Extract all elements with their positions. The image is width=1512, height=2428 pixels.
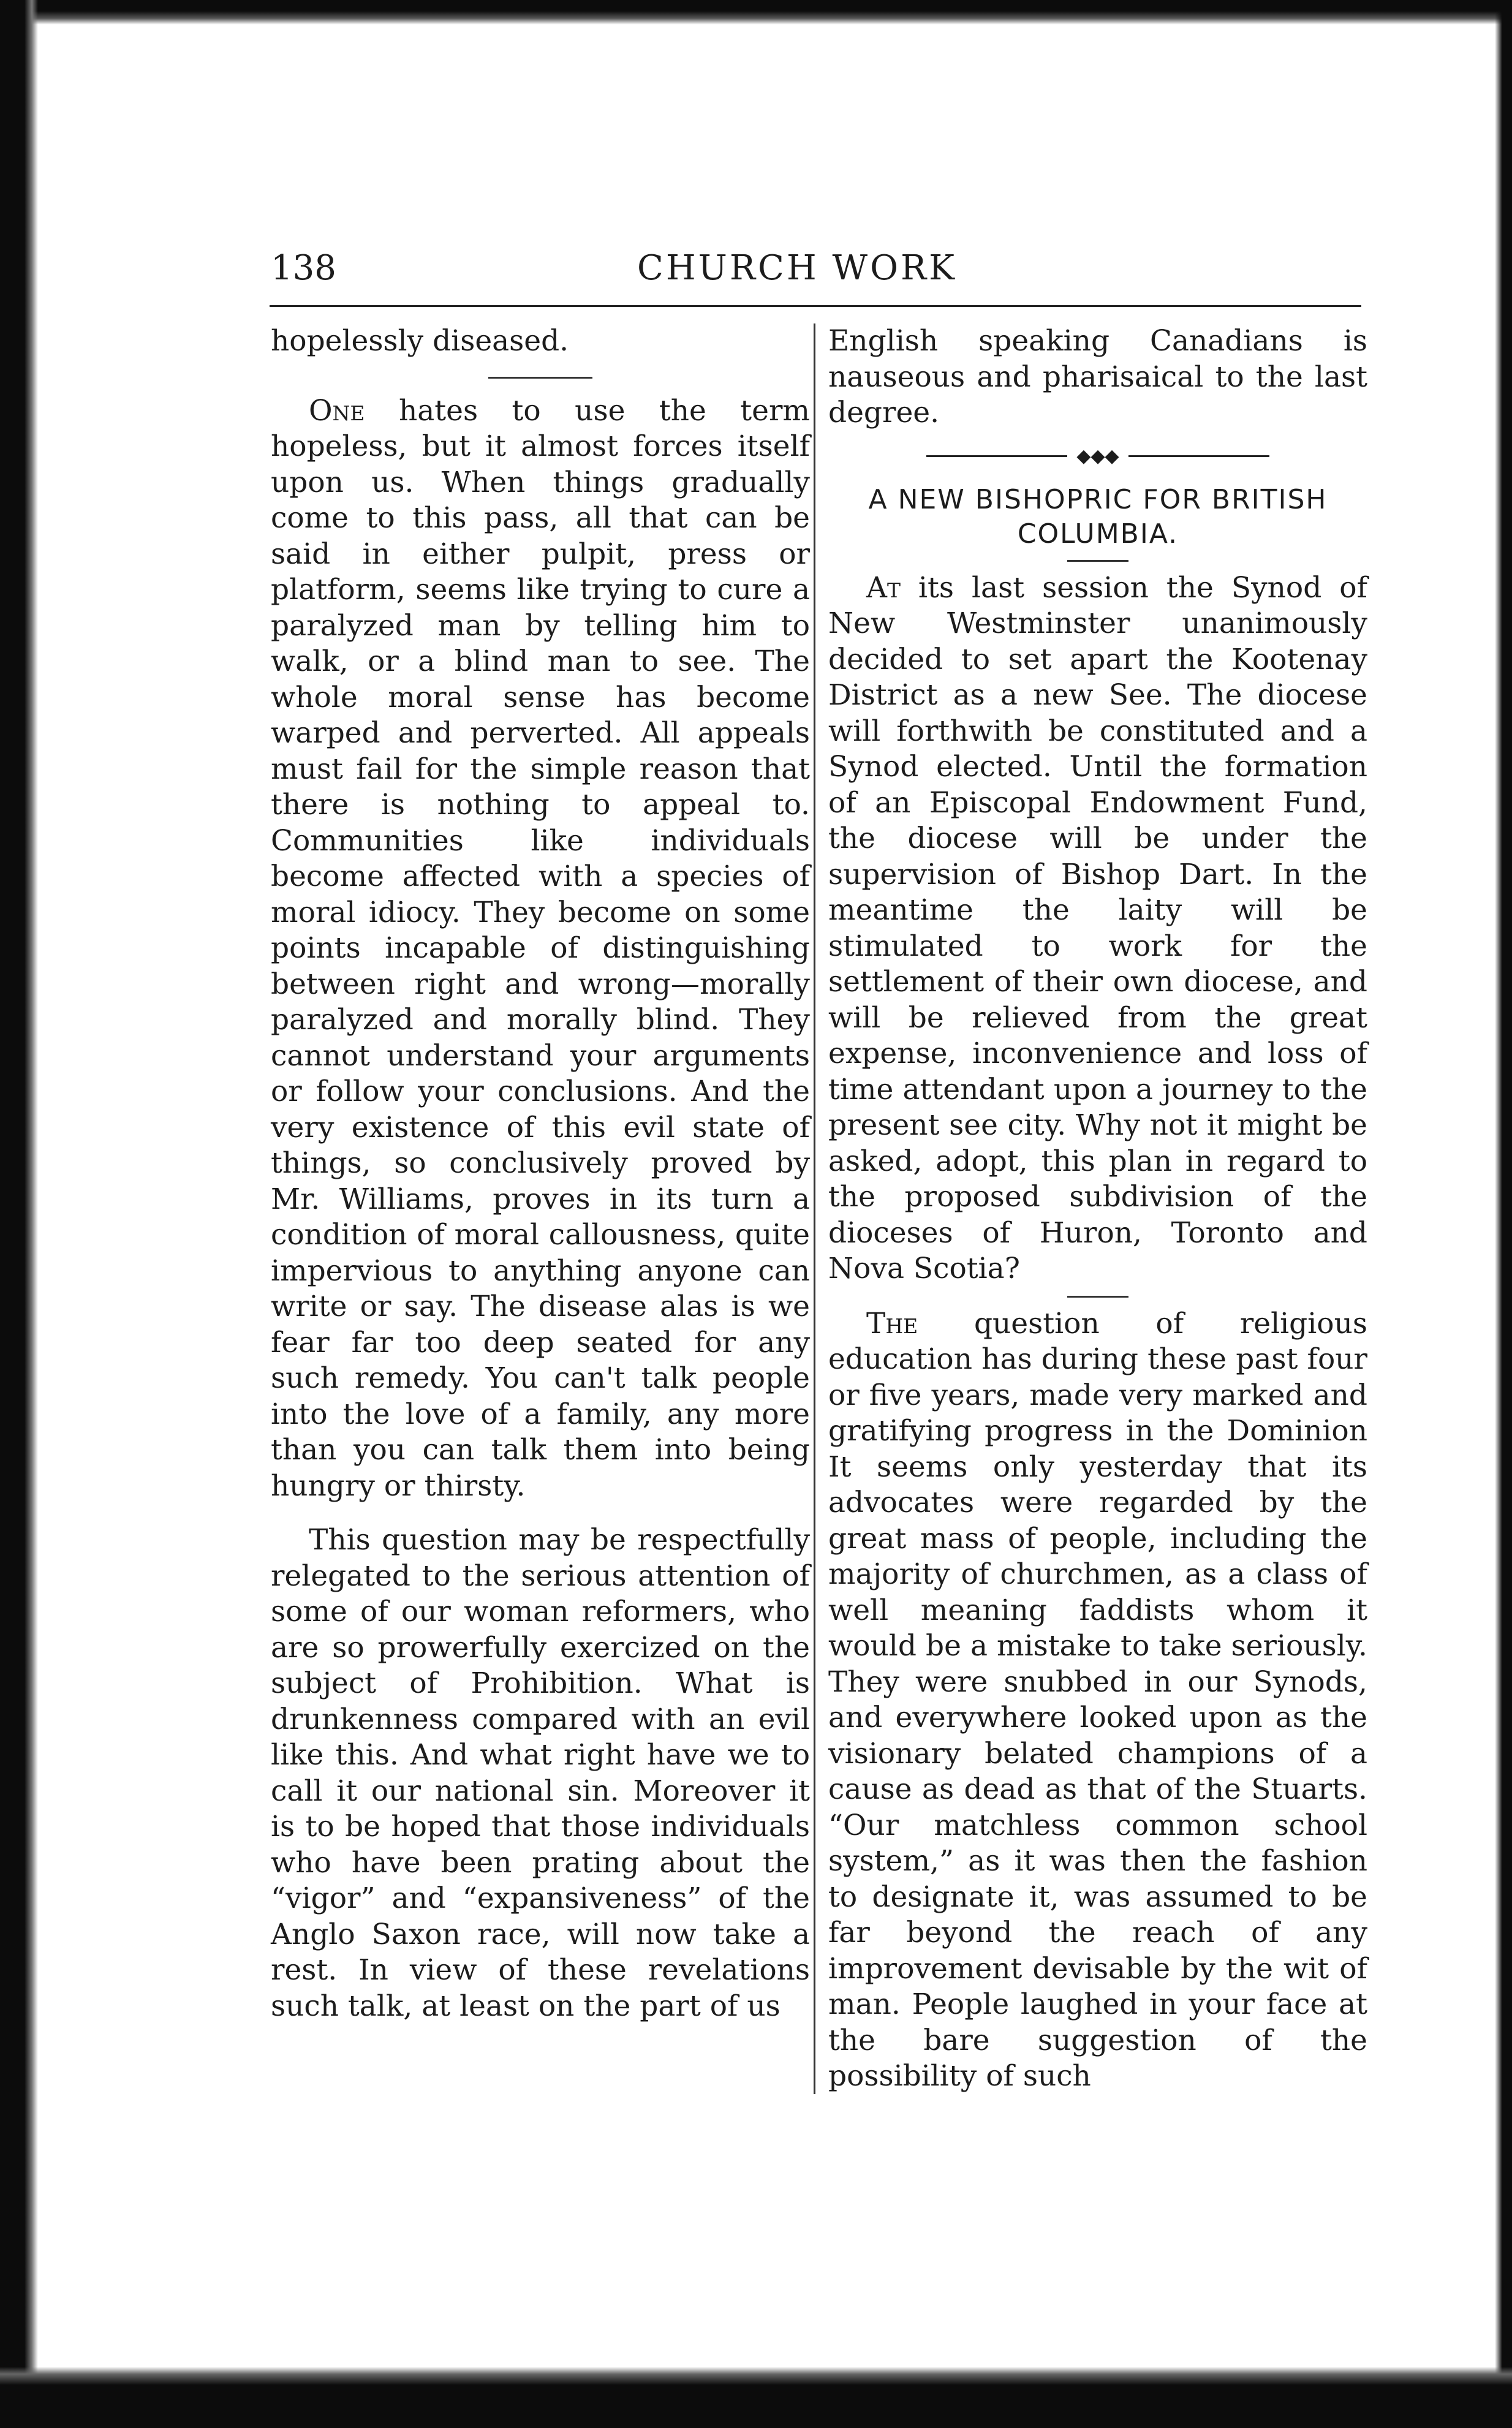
ornament-icon: ◆◆◆ — [1076, 445, 1119, 467]
left-column — [271, 323, 810, 2024]
ornamental-rule — [926, 447, 1269, 466]
ornament-line-left — [926, 455, 1067, 457]
scan-border-left — [0, 0, 38, 2428]
scan-border-right — [1495, 0, 1512, 2428]
heading-separator — [1067, 560, 1128, 562]
ornament-line-right — [1128, 455, 1269, 457]
left-paragraph-1 — [271, 393, 810, 1505]
lead-word: At — [866, 570, 901, 605]
lead-word: The — [866, 1306, 918, 1341]
running-title: CHURCH WORK — [637, 248, 957, 288]
page-header — [0, 248, 1512, 303]
paragraph-gap — [271, 1504, 810, 1522]
left-paragraph-2: This question may be respectfully relegated to the serious attention of some of our woman reformers, who are so prowerfully exercized on the subject of Prohibition. What is drunkenness compared with an evil like this. And what right have we to call it our national sin. Moreover it is to be hoped that those individuals who have been prating about the “vigor” and “expansiveness” of the Anglo Saxon race, will now take a rest. In view of these revelations such talk, at least on the part of us — [271, 1523, 810, 2023]
right-paragraph-1 — [828, 570, 1367, 1287]
right-paragraph-2-text: question of religious education has during these past four or five years, made very marked and gratifying progress in the Dominion It seems only yesterday that its advocates were regarded by the great mass of people, including the majority of churchmen, as a class of well meaning faddists whom it would be a mistake to take seriously. They were snubbed in our Synods, and everywhere looked upon as the visionary belated champions of a cause as dead as that of the Stuarts. “Our matchless common school system,” as it was then the fashion to designate it, was assumed to be far beyond the reach of any improvement devisable by the wit of man. People laughed in your face at the bare suggestion of the possibility of such — [828, 1306, 1367, 2093]
lead-word: One — [309, 393, 365, 428]
right-column — [828, 323, 1367, 2095]
right-paragraph-2 — [828, 1306, 1367, 2095]
right-paragraph-1-text: its last session the Synod of New Westminster unanimously decided to set apart the Kootenay District as a new See. The diocese will forthwith be constituted and a Synod elected. Until the formation of an Episcopal Endowment Fund, the diocese will be under the supervision of Bishop Dart. In the meantime the laity will be stimulated to work for the settlement of their own diocese, and will be relieved from the great expense, inconvenience and loss of time attendant upon a journey to the present see city. Why not it might be asked, adopt, this plan in regard to the proposed subdivision of the dioceses of Huron, Toronto and Nova Scotia? — [828, 570, 1367, 1285]
right-paragraph-0: English speaking Canadians is nauseous and pharisaical to the last degree. — [828, 324, 1367, 429]
scan-border-top — [0, 0, 1512, 25]
scan-border-bottom — [0, 2367, 1512, 2428]
section-separator — [488, 377, 592, 379]
header-rule — [270, 305, 1361, 307]
page-number: 138 — [271, 248, 336, 288]
left-column-opening-line: hopelessly diseased. — [271, 324, 569, 358]
column-divider — [814, 323, 815, 2094]
section-separator — [1067, 1296, 1128, 1298]
article-heading: A NEW BISHOPRIC FOR BRITISH COLUMBIA. — [868, 483, 1328, 550]
left-paragraph-1-text: hates to use the term hopeless, but it almost forces itself upon us. When things gradually come to this pass, all that can be said in either pulpit, press or platform, seems like trying to cure a paralyzed man by telling him to walk, or a blind man to see. The whole moral sense has become warped and perverted. All appeals must fail for the simple reason that there is nothing to appeal to. Communities like individuals become affected with a species of moral idiocy. They become on some points incapable of distinguishing between right and wrong—morally paralyzed and morally blind. They cannot understand your arguments or follow your conclusions. And the very existence of this evil state of things, so conclusively proved by Mr. Williams, proves in its turn a condition of moral callousness, quite impervious to anything anyone can write or say. The disease alas is we fear far too deep seated for any such remedy. You can't talk people into the love of a family, any more than you can talk them into being hungry or thirsty. — [271, 393, 810, 1503]
